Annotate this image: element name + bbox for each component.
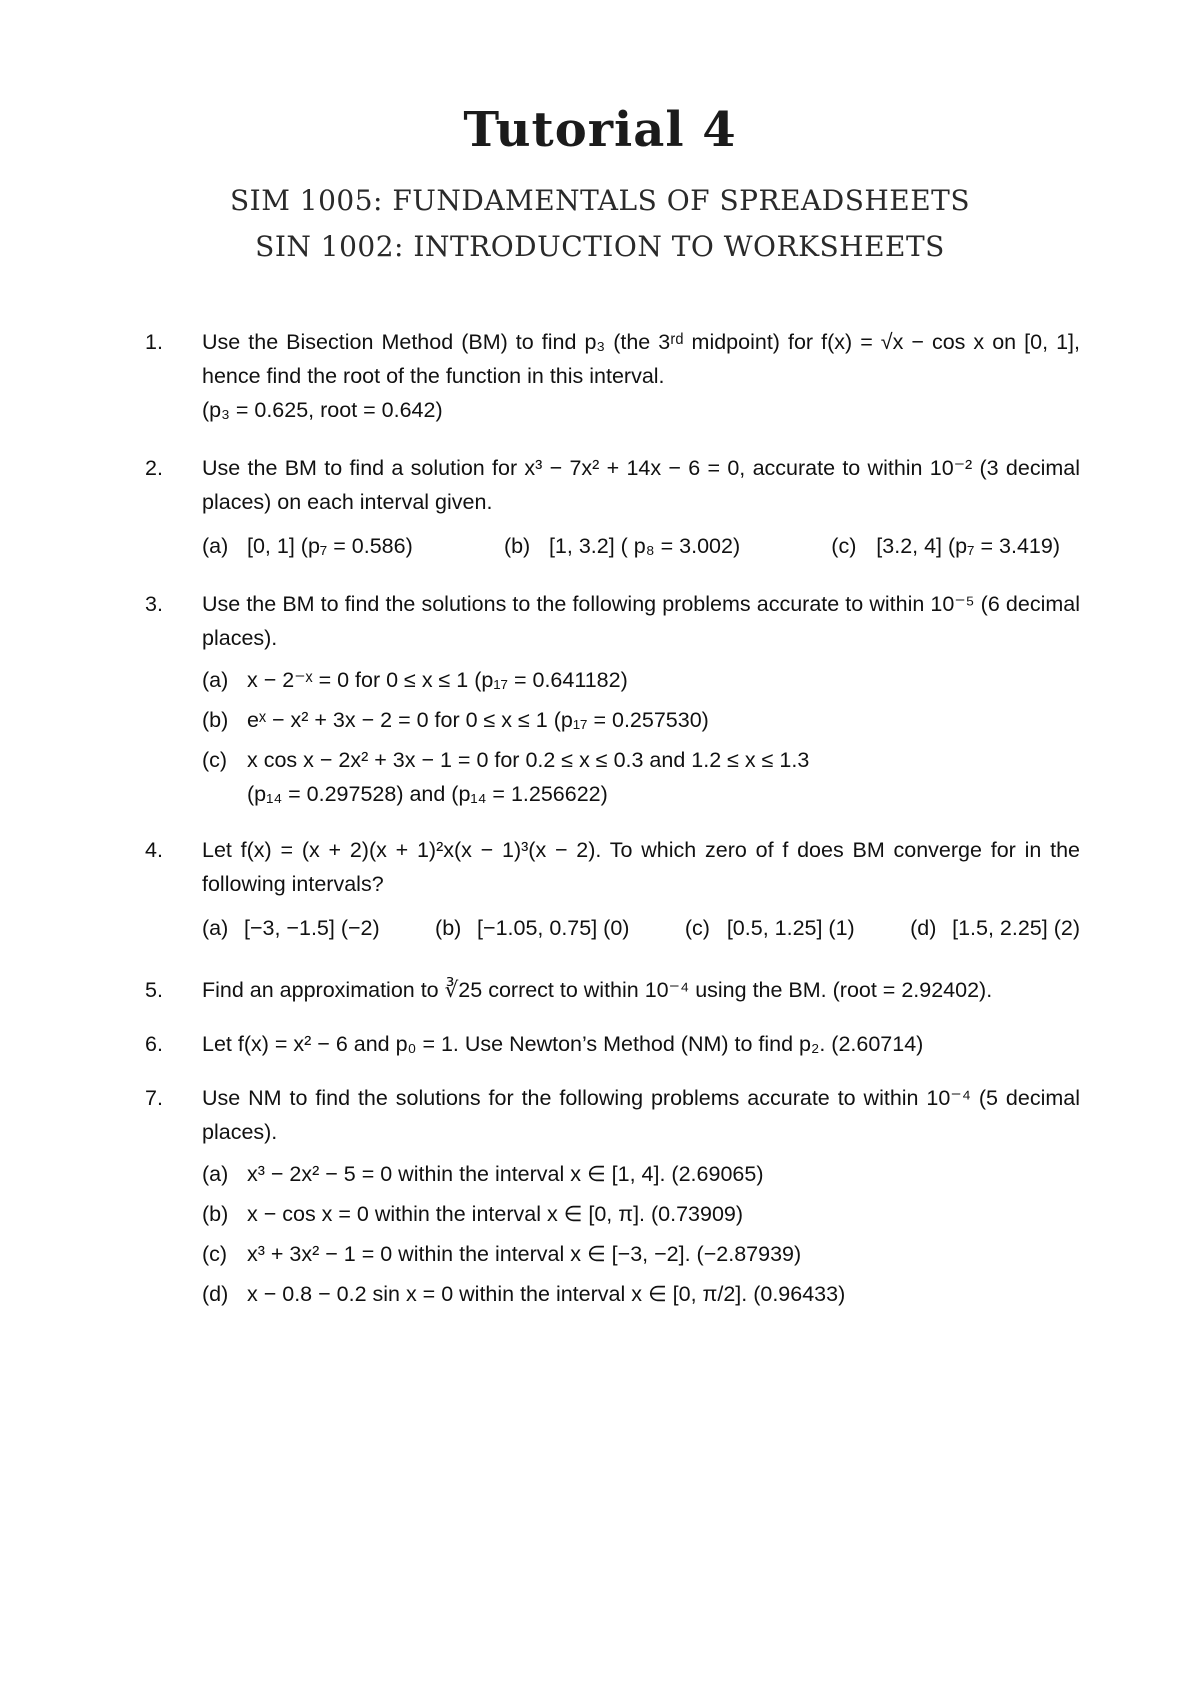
- question-number: 3.: [145, 592, 163, 616]
- question-parts: [202, 663, 1080, 811]
- part-text: x³ − 2x² − 5 = 0 within the interval x ∈ [1, 4]. (2.69065): [247, 1162, 764, 1186]
- question-number: 6.: [145, 1032, 163, 1056]
- question-text: Use the BM to find the solutions to the following problems accurate to within 10⁻⁵ (6 decimal places).: [202, 592, 1080, 650]
- question-text: Use NM to find the solutions for the following problems accurate to within 10⁻⁴ (5 decimal places).: [202, 1086, 1080, 1144]
- part-text: x cos x − 2x² + 3x − 1 = 0 for 0.2 ≤ x ≤ 0.3 and 1.2 ≤ x ≤ 1.3: [247, 748, 810, 772]
- part-text: x − 0.8 − 0.2 sin x = 0 within the interval x ∈ [0, π/2]. (0.96433): [247, 1282, 846, 1306]
- question-part-a: [202, 529, 413, 563]
- page-title: Tutorial 4: [463, 102, 737, 158]
- question-part-d: [910, 911, 1080, 945]
- question-answer: (p₃ = 0.625, root = 0.642): [202, 398, 443, 422]
- part-text: [3.2, 4] (p₇ = 3.419): [876, 534, 1060, 558]
- part-text: [−1.05, 0.75] (0): [477, 916, 630, 940]
- question-part-c: [202, 743, 1080, 811]
- question-1: [145, 325, 1080, 427]
- question-list: [145, 325, 1080, 1317]
- question-part-d: [202, 1277, 1080, 1311]
- part-text: x − 2⁻ˣ = 0 for 0 ≤ x ≤ 1 (p₁₇ = 0.641182): [247, 668, 628, 692]
- part-label: (d): [202, 1282, 229, 1306]
- question-6: [145, 1027, 1080, 1061]
- question-text: Use the BM to find a solution for x³ − 7x² + 14x − 6 = 0, accurate to within 10⁻² (3 decimal places) on each interval given.: [202, 456, 1080, 514]
- question-text: Find an approximation to ∛25 correct to within 10⁻⁴ using the BM. (root = 2.92402).: [202, 978, 993, 1002]
- part-label: (c): [684, 916, 710, 940]
- question-parts: [202, 911, 1080, 945]
- part-text: eˣ − x² + 3x − 2 = 0 for 0 ≤ x ≤ 1 (p₁₇ = 0.257530): [247, 708, 709, 732]
- question-7: [145, 1081, 1080, 1311]
- question-text: Let f(x) = x² − 6 and p₀ = 1. Use Newton’s Method (NM) to find p₂. (2.60714): [202, 1032, 924, 1056]
- part-label: (c): [831, 534, 857, 558]
- part-label: (c): [202, 748, 228, 772]
- question-text: Use the Bisection Method (BM) to find p₃ (the 3ʳᵈ midpoint) for f(x) = √x − cos x on [0, 1], hence find the root of the function in this interval.: [202, 330, 1080, 388]
- part-label: (b): [503, 534, 531, 558]
- part-label: (d): [910, 916, 937, 940]
- question-5: [145, 973, 1080, 1007]
- question-2: [145, 451, 1080, 563]
- part-label: (a): [202, 1162, 229, 1186]
- question-4: [145, 833, 1080, 945]
- question-number: 5.: [145, 978, 163, 1002]
- part-text: [1.5, 2.25] (2): [952, 916, 1080, 940]
- part-text: [1, 3.2] ( p₈ = 3.002): [548, 534, 741, 558]
- question-number: 7.: [145, 1086, 163, 1110]
- header: [0, 100, 1200, 270]
- question-parts: [202, 1157, 1080, 1311]
- course-title-2: SIN 1002: INTRODUCTION TO WORKSHEETS: [255, 230, 945, 263]
- question-part-c: [831, 529, 1060, 563]
- question-part-a: [202, 663, 1080, 697]
- question-part-b: [504, 529, 740, 563]
- part-text: [−3, −1.5] (−2): [244, 916, 380, 940]
- question-part-a: [202, 911, 380, 945]
- question-text: Let f(x) = (x + 2)(x + 1)²x(x − 1)³(x − 2). To which zero of f does BM converge for in the following intervals?: [202, 838, 1080, 896]
- part-label: (a): [202, 916, 229, 940]
- question-3: [145, 587, 1080, 811]
- question-number: 1.: [145, 330, 163, 354]
- part-label: (b): [202, 708, 229, 732]
- question-part-b: [202, 1197, 1080, 1231]
- question-part-a: [202, 1157, 1080, 1191]
- part-text-answer: (p₁₄ = 0.297528) and (p₁₄ = 1.256622): [247, 782, 608, 806]
- part-text: x − cos x = 0 within the interval x ∈ [0, π]. (0.73909): [247, 1202, 744, 1226]
- part-label: (a): [202, 668, 229, 692]
- part-text: [0.5, 1.25] (1): [726, 916, 855, 940]
- part-label: (a): [202, 534, 229, 558]
- part-label: (c): [202, 1242, 228, 1266]
- question-part-b: [435, 911, 629, 945]
- question-number: 2.: [145, 456, 163, 480]
- question-part-c: [202, 1237, 1080, 1271]
- question-number: 4.: [145, 838, 163, 862]
- part-label: (b): [202, 1202, 229, 1226]
- part-text: x³ + 3x² − 1 = 0 within the interval x ∈ [−3, −2]. (−2.87939): [247, 1242, 802, 1266]
- course-title-1: SIM 1005: FUNDAMENTALS OF SPREADSHEETS: [229, 184, 971, 217]
- part-label: (b): [435, 916, 462, 940]
- part-text: [0, 1] (p₇ = 0.586): [247, 534, 413, 558]
- question-parts: [202, 529, 1080, 563]
- question-part-c: [685, 911, 855, 945]
- question-part-b: [202, 703, 1080, 737]
